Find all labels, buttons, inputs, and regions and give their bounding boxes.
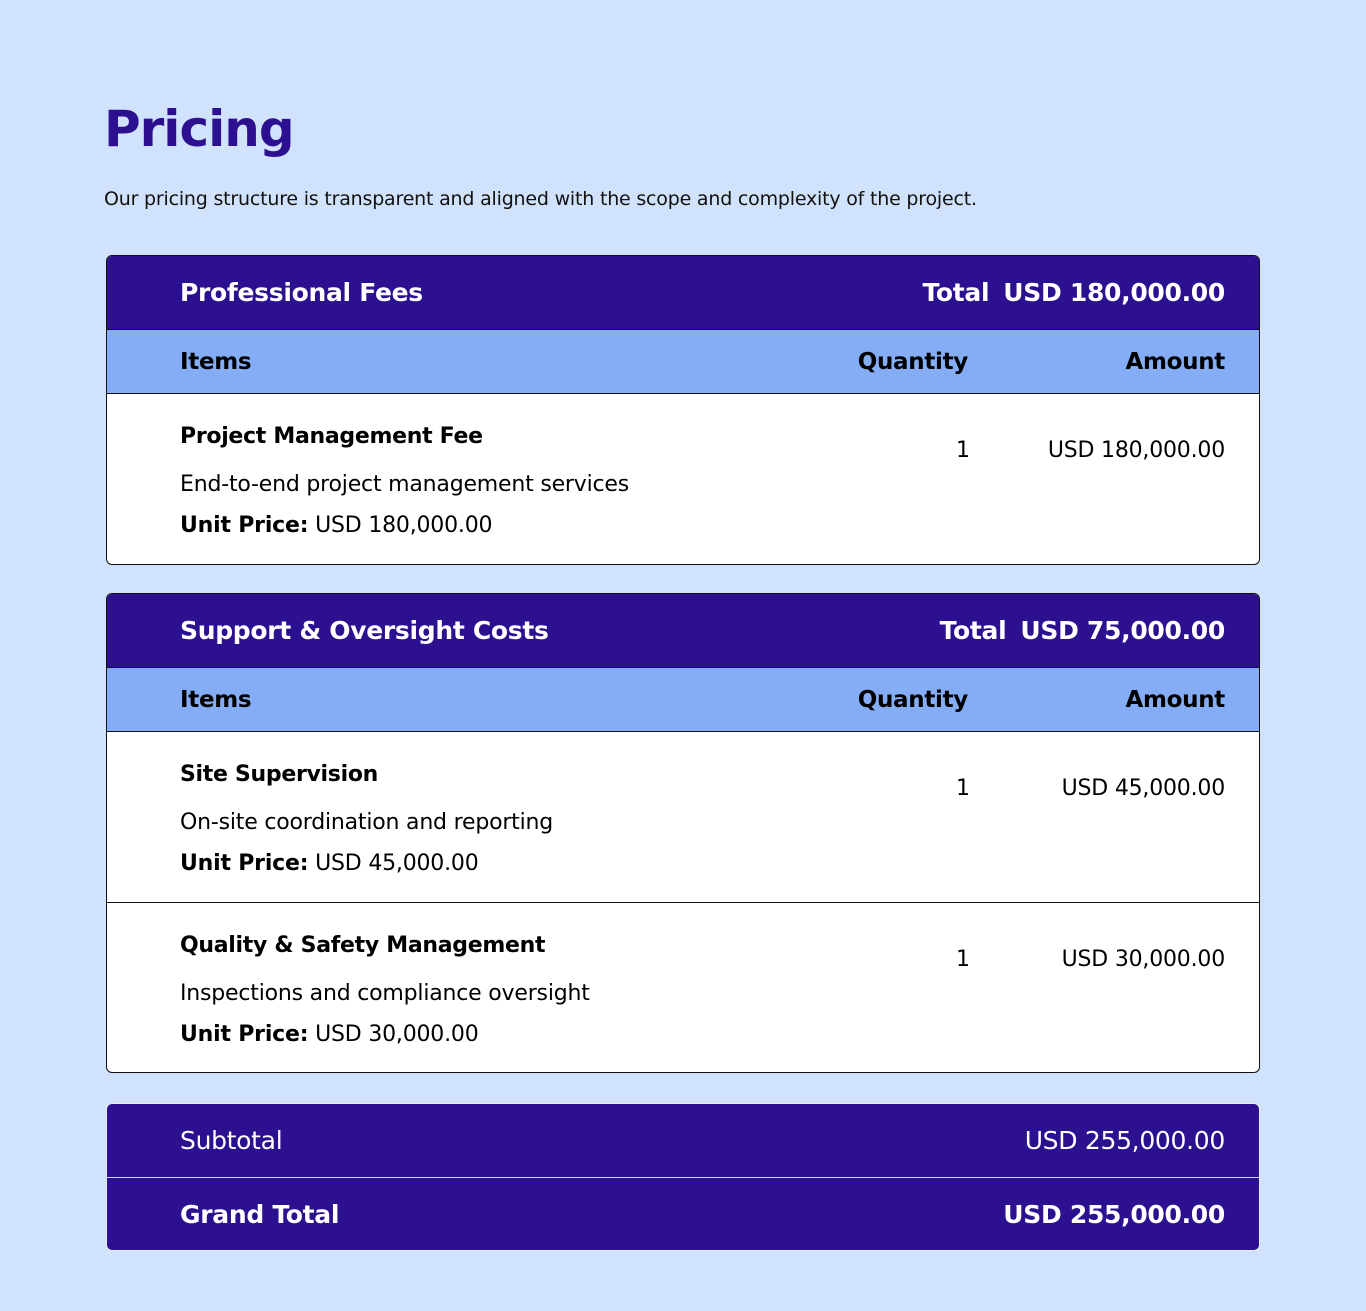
subtotal-value: USD 255,000.00 [1024, 1126, 1225, 1155]
table-row [107, 732, 1259, 902]
item-amount: USD 30,000.00 [1061, 947, 1225, 972]
section-total [922, 278, 1225, 307]
page-title: Pricing [104, 100, 294, 158]
table-row [107, 394, 1259, 564]
section-professional-fees [106, 255, 1260, 565]
subtotal-label: Subtotal [180, 1126, 283, 1155]
unit-price-label: Unit Price: [180, 513, 309, 538]
section-total-value: USD 180,000.00 [1003, 278, 1225, 307]
column-quantity: Quantity [857, 686, 968, 713]
grand-total-row [107, 1177, 1259, 1250]
section-total [940, 616, 1225, 645]
column-items: Items [180, 686, 252, 713]
page-intro: Our pricing structure is transparent and aligned with the scope and complexity of the project. [104, 188, 977, 210]
column-header [107, 329, 1259, 394]
item-quantity: 1 [956, 438, 970, 463]
item-description: On-site coordination and reporting [180, 810, 554, 835]
unit-price-value: USD 180,000.00 [315, 513, 493, 538]
column-amount: Amount [1125, 348, 1225, 375]
section-header [107, 256, 1259, 329]
summary-box [106, 1103, 1260, 1251]
item-amount: USD 45,000.00 [1061, 776, 1225, 801]
unit-price-value: USD 45,000.00 [315, 851, 479, 876]
item-description: Inspections and compliance oversight [180, 981, 590, 1006]
section-support-oversight [106, 593, 1260, 1073]
column-quantity: Quantity [857, 348, 968, 375]
grand-total-label: Grand Total [180, 1199, 340, 1229]
item-unit-price [180, 513, 492, 538]
column-header [107, 667, 1259, 732]
item-unit-price [180, 851, 479, 876]
section-title: Support & Oversight Costs [180, 616, 549, 645]
column-amount: Amount [1125, 686, 1225, 713]
item-quantity: 1 [956, 776, 970, 801]
item-description: End-to-end project management services [180, 472, 629, 497]
unit-price-label: Unit Price: [180, 851, 309, 876]
item-unit-price [180, 1022, 479, 1047]
section-total-value: USD 75,000.00 [1020, 616, 1225, 645]
section-header [107, 594, 1259, 667]
section-title: Professional Fees [180, 278, 423, 307]
grand-total-value: USD 255,000.00 [1003, 1199, 1225, 1229]
item-quantity: 1 [956, 947, 970, 972]
unit-price-value: USD 30,000.00 [315, 1022, 479, 1047]
item-name: Quality & Safety Management [180, 933, 546, 958]
section-total-label: Total [939, 616, 1007, 645]
unit-price-label: Unit Price: [180, 1022, 309, 1047]
table-row [107, 902, 1259, 1072]
column-items: Items [180, 348, 252, 375]
item-name: Project Management Fee [180, 424, 483, 449]
section-total-label: Total [922, 278, 990, 307]
item-amount: USD 180,000.00 [1047, 438, 1225, 463]
subtotal-row [107, 1104, 1259, 1177]
item-name: Site Supervision [180, 762, 379, 787]
